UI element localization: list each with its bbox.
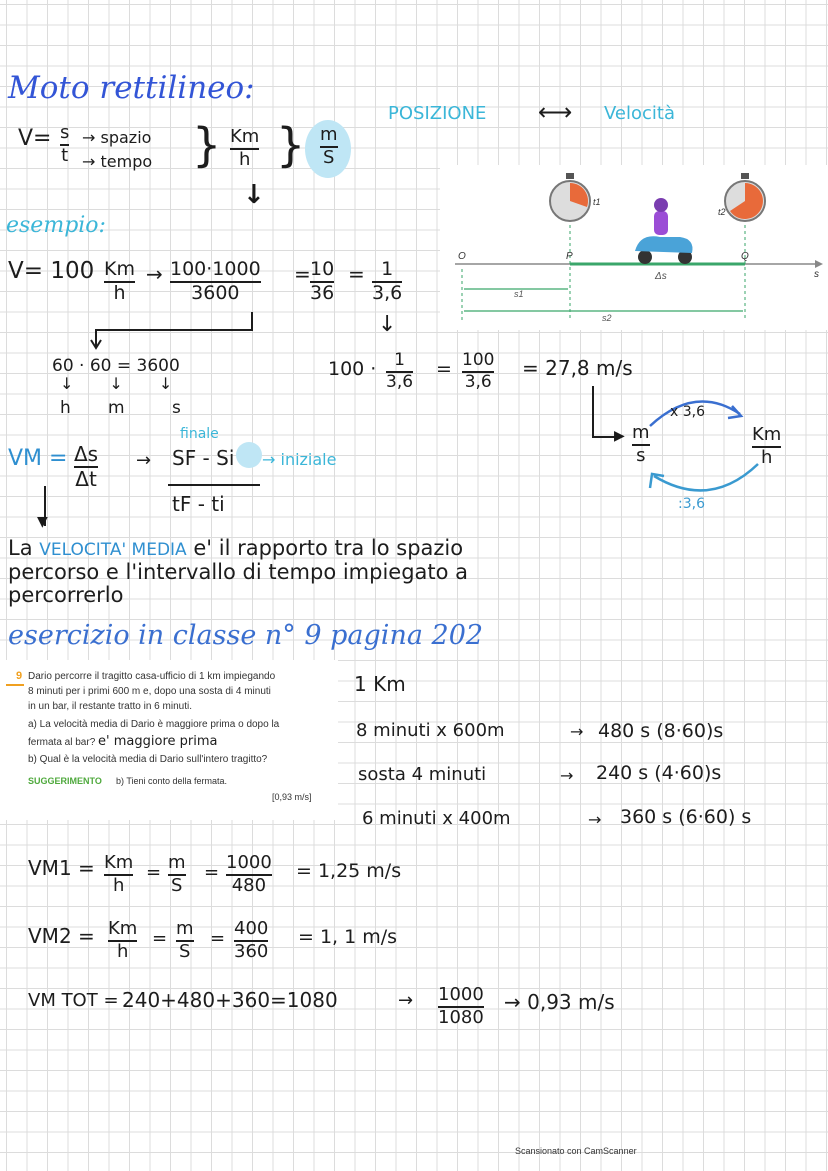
vm1-eq-1: = — [146, 862, 162, 883]
ex-qb: b) Qual è la velocità media di Dario sull'intero tragitto? — [28, 754, 268, 765]
handwritten-answer: e' maggiore prima — [98, 734, 218, 749]
note-l2a: sosta 4 minuti — [358, 764, 487, 785]
si-highlight — [236, 442, 262, 468]
m-letter: m — [108, 398, 125, 418]
note-l1-arrow: → — [570, 722, 584, 741]
frac-1-36: 1 3,6 — [372, 258, 403, 304]
note-l3a: 6 minuti x 400m — [362, 808, 511, 829]
definition-line-2: percorso e l'intervallo di tempo impiegato a — [8, 560, 469, 584]
vm-bar — [168, 484, 260, 486]
definition-line-3: percorrerlo — [8, 583, 124, 607]
t-symbol: t — [61, 144, 69, 166]
conv-100-36: 100 3,6 — [462, 350, 495, 392]
vm2-eq-2: = — [210, 928, 226, 949]
o-label: O — [458, 251, 466, 262]
note-l3b: 360 s (6·60) s — [620, 806, 752, 828]
vm1-eq-2: = — [204, 862, 220, 883]
ex-qa-2: fermata al bar? e' maggiore prima — [28, 734, 218, 749]
cycle-km-h: Km h — [752, 424, 782, 468]
velocita-label: Velocità — [604, 103, 675, 124]
esercizio-title: esercizio in classe n° 9 pagina 202 — [8, 620, 484, 651]
vm2-eq-1: = — [152, 928, 168, 949]
ex-qa-1: a) La velocità media di Dario è maggiore prima o dopo la — [28, 719, 280, 730]
cycle-m-s: m s — [632, 422, 650, 466]
vmtot-sum: 240+480+360=1080 — [122, 988, 338, 1012]
brace-1: } — [192, 118, 222, 172]
ex-line-2: 8 minuti per i primi 600 m e, dopo una sosta di 4 minuti — [28, 686, 271, 697]
vm2-m-s: m S — [176, 918, 194, 962]
l-arrow — [592, 386, 594, 438]
tempo-label: → tempo — [82, 152, 153, 171]
v-equals: V= — [18, 126, 52, 151]
motion-diagram — [440, 165, 828, 330]
t2-label: t2 — [718, 207, 726, 217]
conv-1-36: 1 3,6 — [386, 350, 414, 392]
brace-2: } — [276, 118, 306, 172]
vm-down-head: ▼ — [37, 514, 48, 530]
double-arrow-icon: ⟷ — [538, 98, 573, 126]
h-letter: h — [60, 398, 71, 418]
eq-2: = — [348, 262, 365, 286]
velocita-media: VELOCITA' MEDIA — [39, 540, 187, 560]
exercise-result: [0,93 m/s] — [272, 792, 312, 802]
delta-s-label: Δs — [655, 271, 667, 282]
eq-3: = — [436, 358, 452, 380]
note-1km: 1 Km — [354, 672, 406, 696]
conv-a: 100 · — [328, 358, 377, 380]
cycle-arrow-bottom — [640, 458, 770, 502]
vm1-frac: 1000 480 — [226, 852, 272, 896]
tf-ti: tF - ti — [172, 492, 225, 516]
textbook-exercise — [0, 660, 338, 820]
page-title: Moto rettilineo: — [8, 70, 255, 106]
vm2-lhs: VM2 = — [28, 924, 95, 948]
sf-si: SF - Si — [172, 446, 235, 470]
note-l1b: 480 s (8·60)s — [598, 720, 724, 742]
l-arrow-head: ▶ — [614, 428, 625, 444]
eq-1: = — [294, 262, 311, 286]
cycle-times: x 3,6 — [670, 404, 705, 420]
esempio-label: esempio: — [6, 213, 106, 238]
vm-ds-dt: Δs Δt — [74, 442, 99, 491]
example-km-h: Km h — [104, 258, 135, 304]
vm-lhs: VM = — [8, 446, 68, 471]
exercise-underline — [6, 684, 24, 686]
note-l2-arrow: → — [560, 766, 574, 785]
hms-arrows: ↓↓↓ — [60, 374, 209, 393]
s-letter: s — [172, 398, 181, 418]
t1-label: t1 — [593, 197, 601, 207]
vm1-result: = 1,25 m/s — [296, 860, 402, 882]
cycle-divide: :3,6 — [678, 496, 705, 512]
vm1-km-h: Km h — [104, 852, 134, 896]
ex-line-3: in un bar, il restante tratto in 6 minuti. — [28, 701, 192, 712]
example-lhs: V= 100 — [8, 258, 95, 284]
vm2-result: = 1, 1 m/s — [298, 926, 398, 948]
suggerimento-text: b) Tieni conto della fermata. — [116, 776, 228, 786]
q-label: Q — [741, 251, 749, 262]
s-over-t — [60, 124, 69, 166]
down-arrow-icon: ↓ — [243, 180, 265, 210]
frac-10-36: 10 36 — [310, 258, 335, 304]
vmtot-arrow: → — [398, 990, 414, 1011]
note-l2b: 240 s (4·60)s — [596, 762, 722, 784]
conv-result: = 27,8 m/s — [522, 356, 633, 380]
vm1-m-s: m S — [168, 852, 186, 896]
ex-line-1: Dario percorre il tragitto casa-ufficio di 1 km impiegando — [28, 671, 276, 682]
s1-label: s1 — [514, 289, 524, 299]
m-over-s: m S — [320, 124, 338, 168]
footer-scanner: Scansionato con CamScanner — [515, 1146, 637, 1156]
exercise-number: 9 — [16, 670, 23, 682]
example-bracket — [90, 310, 260, 350]
frac-100-1000: 100·1000 3600 — [170, 258, 261, 304]
posizione-label: POSIZIONE — [388, 103, 487, 124]
definition-line-1: La VELOCITA' MEDIA e' il rapporto tra lo spazio — [8, 536, 464, 560]
note-l1a: 8 minuti x 600m — [356, 720, 505, 741]
iniziale-label: → iniziale — [262, 450, 337, 469]
vmtot-result: → 0,93 m/s — [504, 990, 615, 1014]
vm2-frac: 400 360 — [234, 918, 269, 962]
finale-label: finale — [180, 426, 219, 442]
vmtot-frac: 1000 1080 — [438, 984, 484, 1028]
vm2-km-h: Km h — [108, 918, 138, 962]
note-l3-arrow: → — [588, 810, 602, 829]
arrow-icon: → — [146, 262, 163, 286]
p-label: P — [566, 251, 573, 262]
vmtot-lhs: VM TOT = — [28, 990, 119, 1011]
km-over-h: Km h — [230, 126, 260, 170]
suggerimento-label: SUGGERIMENTO — [28, 776, 102, 786]
axis-s-label: s — [814, 269, 819, 280]
s-symbol: s — [60, 122, 70, 143]
vm1-lhs: VM1 = — [28, 856, 95, 880]
down-arrow-2: ↓ — [378, 312, 397, 337]
vm-arrow: → — [136, 450, 152, 471]
hours-line: 60 · 60 = 3600 — [52, 356, 180, 376]
spazio-label: → spazio — [82, 128, 152, 147]
s2-label: s2 — [602, 313, 612, 323]
